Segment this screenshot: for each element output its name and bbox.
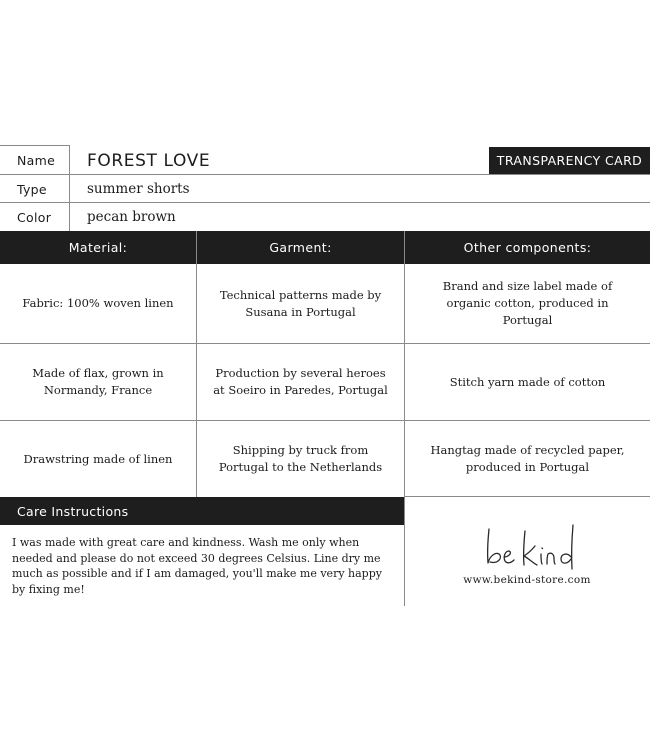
type-label: Type (17, 182, 47, 197)
table-cell: Fabric: 100% woven linen (22, 296, 174, 310)
divider (0, 174, 650, 175)
divider (0, 202, 650, 203)
care-instructions-heading: Care Instructions (0, 497, 404, 525)
name-label: Name (17, 153, 56, 168)
product-name: FOREST LOVE (87, 151, 211, 171)
product-color: pecan brown (87, 209, 176, 225)
column-header-material: Material: (68, 240, 128, 255)
column-header-garment: Garment: (269, 240, 332, 255)
column-header-other-components: Other components: (463, 240, 592, 255)
table-cell: Production by several heroes at Soeiro in Paredes, Portugal (213, 366, 388, 397)
table-header (0, 231, 650, 264)
table-cell: Made of flax, grown in Normandy, France (32, 366, 164, 397)
be-kind-signature-logo (481, 521, 585, 571)
table-cell: Brand and size label made of organic cotton, produced in Portugal (442, 279, 613, 327)
divider (0, 145, 70, 146)
transparency-card-badge: TRANSPARENCY CARD (489, 147, 650, 174)
care-instructions-text: I was made with great care and kindness. Wash me only when needed and please do not exceed 30 degrees Celsius. Line dry me much as possible and if I am damaged, you'll make me very happy by fixing me! (12, 536, 382, 596)
table-cell: Hangtag made of recycled paper, produced in Portugal (430, 443, 625, 474)
divider (69, 145, 70, 231)
store-url: www.bekind-store.com (463, 574, 591, 586)
color-label: Color (17, 210, 52, 225)
table-cell: Drawstring made of linen (23, 451, 173, 466)
table-cell: Shipping by truck from Portugal to the Netherlands (218, 443, 383, 474)
table-cell: Technical patterns made by Susana in Portugal (219, 287, 382, 319)
product-type: summer shorts (87, 181, 190, 197)
table-cell: Stitch yarn made of cotton (449, 374, 606, 389)
